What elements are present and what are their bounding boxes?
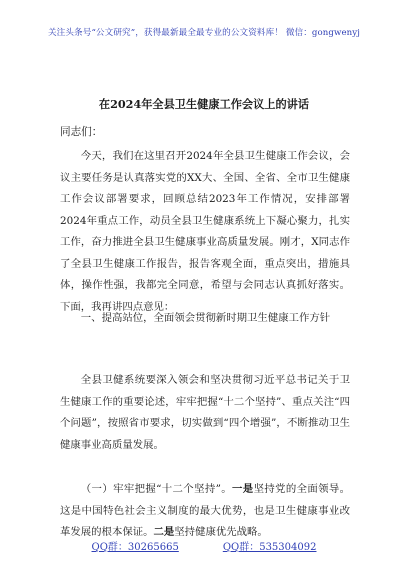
body-paragraph-1: 今天，我们在这里召开2024年全县卫生健康工作会议，会议主要任务是认真落实党的XX大、全国、全省、全市卫生健康工作会议部署要求，回顾总结2023年工作情况，安排部署2024年重点工作，动员全县卫生健康系统上下凝心聚力，扎实工作，奋力推进全县卫生健康事业高质量发展。刚才，X同志作了全县卫生健康工作报告，报告客观全面，重点突出，措施具体，操作性强，我都完全同意，希望与会同志认真抓好落实。下面，我再讲四点意见： (60, 150, 350, 313)
document-title: 在2024年全县卫生健康工作会议上的讲话 (98, 97, 310, 111)
qq-group-2: QQ群：535304092 (222, 542, 317, 553)
body-paragraph-4 (60, 479, 350, 544)
subsection-heading: （一）牢牢把握“十二个坚持”。 (80, 483, 233, 495)
lead-marker-2: 二是 (153, 526, 175, 538)
qq-group-1: QQ群：30265665 (91, 542, 179, 553)
section-heading-1: 一、提高站位，全面领会贯彻新时期卫生健康工作方针 (80, 312, 331, 324)
salutation: 同志们： (60, 126, 103, 138)
paragraph-4-text-1: 坚持党的全面领导。这是中国特色社会主义制度的最大优势，也是卫生健康事业改革发展的根本保证。 (60, 483, 351, 538)
lead-marker-1: 一是 (232, 483, 254, 495)
header-banner: 关注头条号“公文研究”，获得最新最全最专业的公文资料库！ 微信：gongwenyj (47, 28, 361, 38)
paragraph-4-text-2: 坚持健康优先战略。 (174, 526, 268, 538)
footer-qq-groups (0, 538, 408, 553)
body-paragraph-3: 全县卫健系统要深入领会和坚决贯彻习近平总书记关于卫生健康工作的重要论述，牢牢把握“十二个坚持”、重点关注“四个问题”，按照省市要求，切实做到“四个增强”，不断推动卫生健康事业高质量发展。 (60, 374, 350, 451)
